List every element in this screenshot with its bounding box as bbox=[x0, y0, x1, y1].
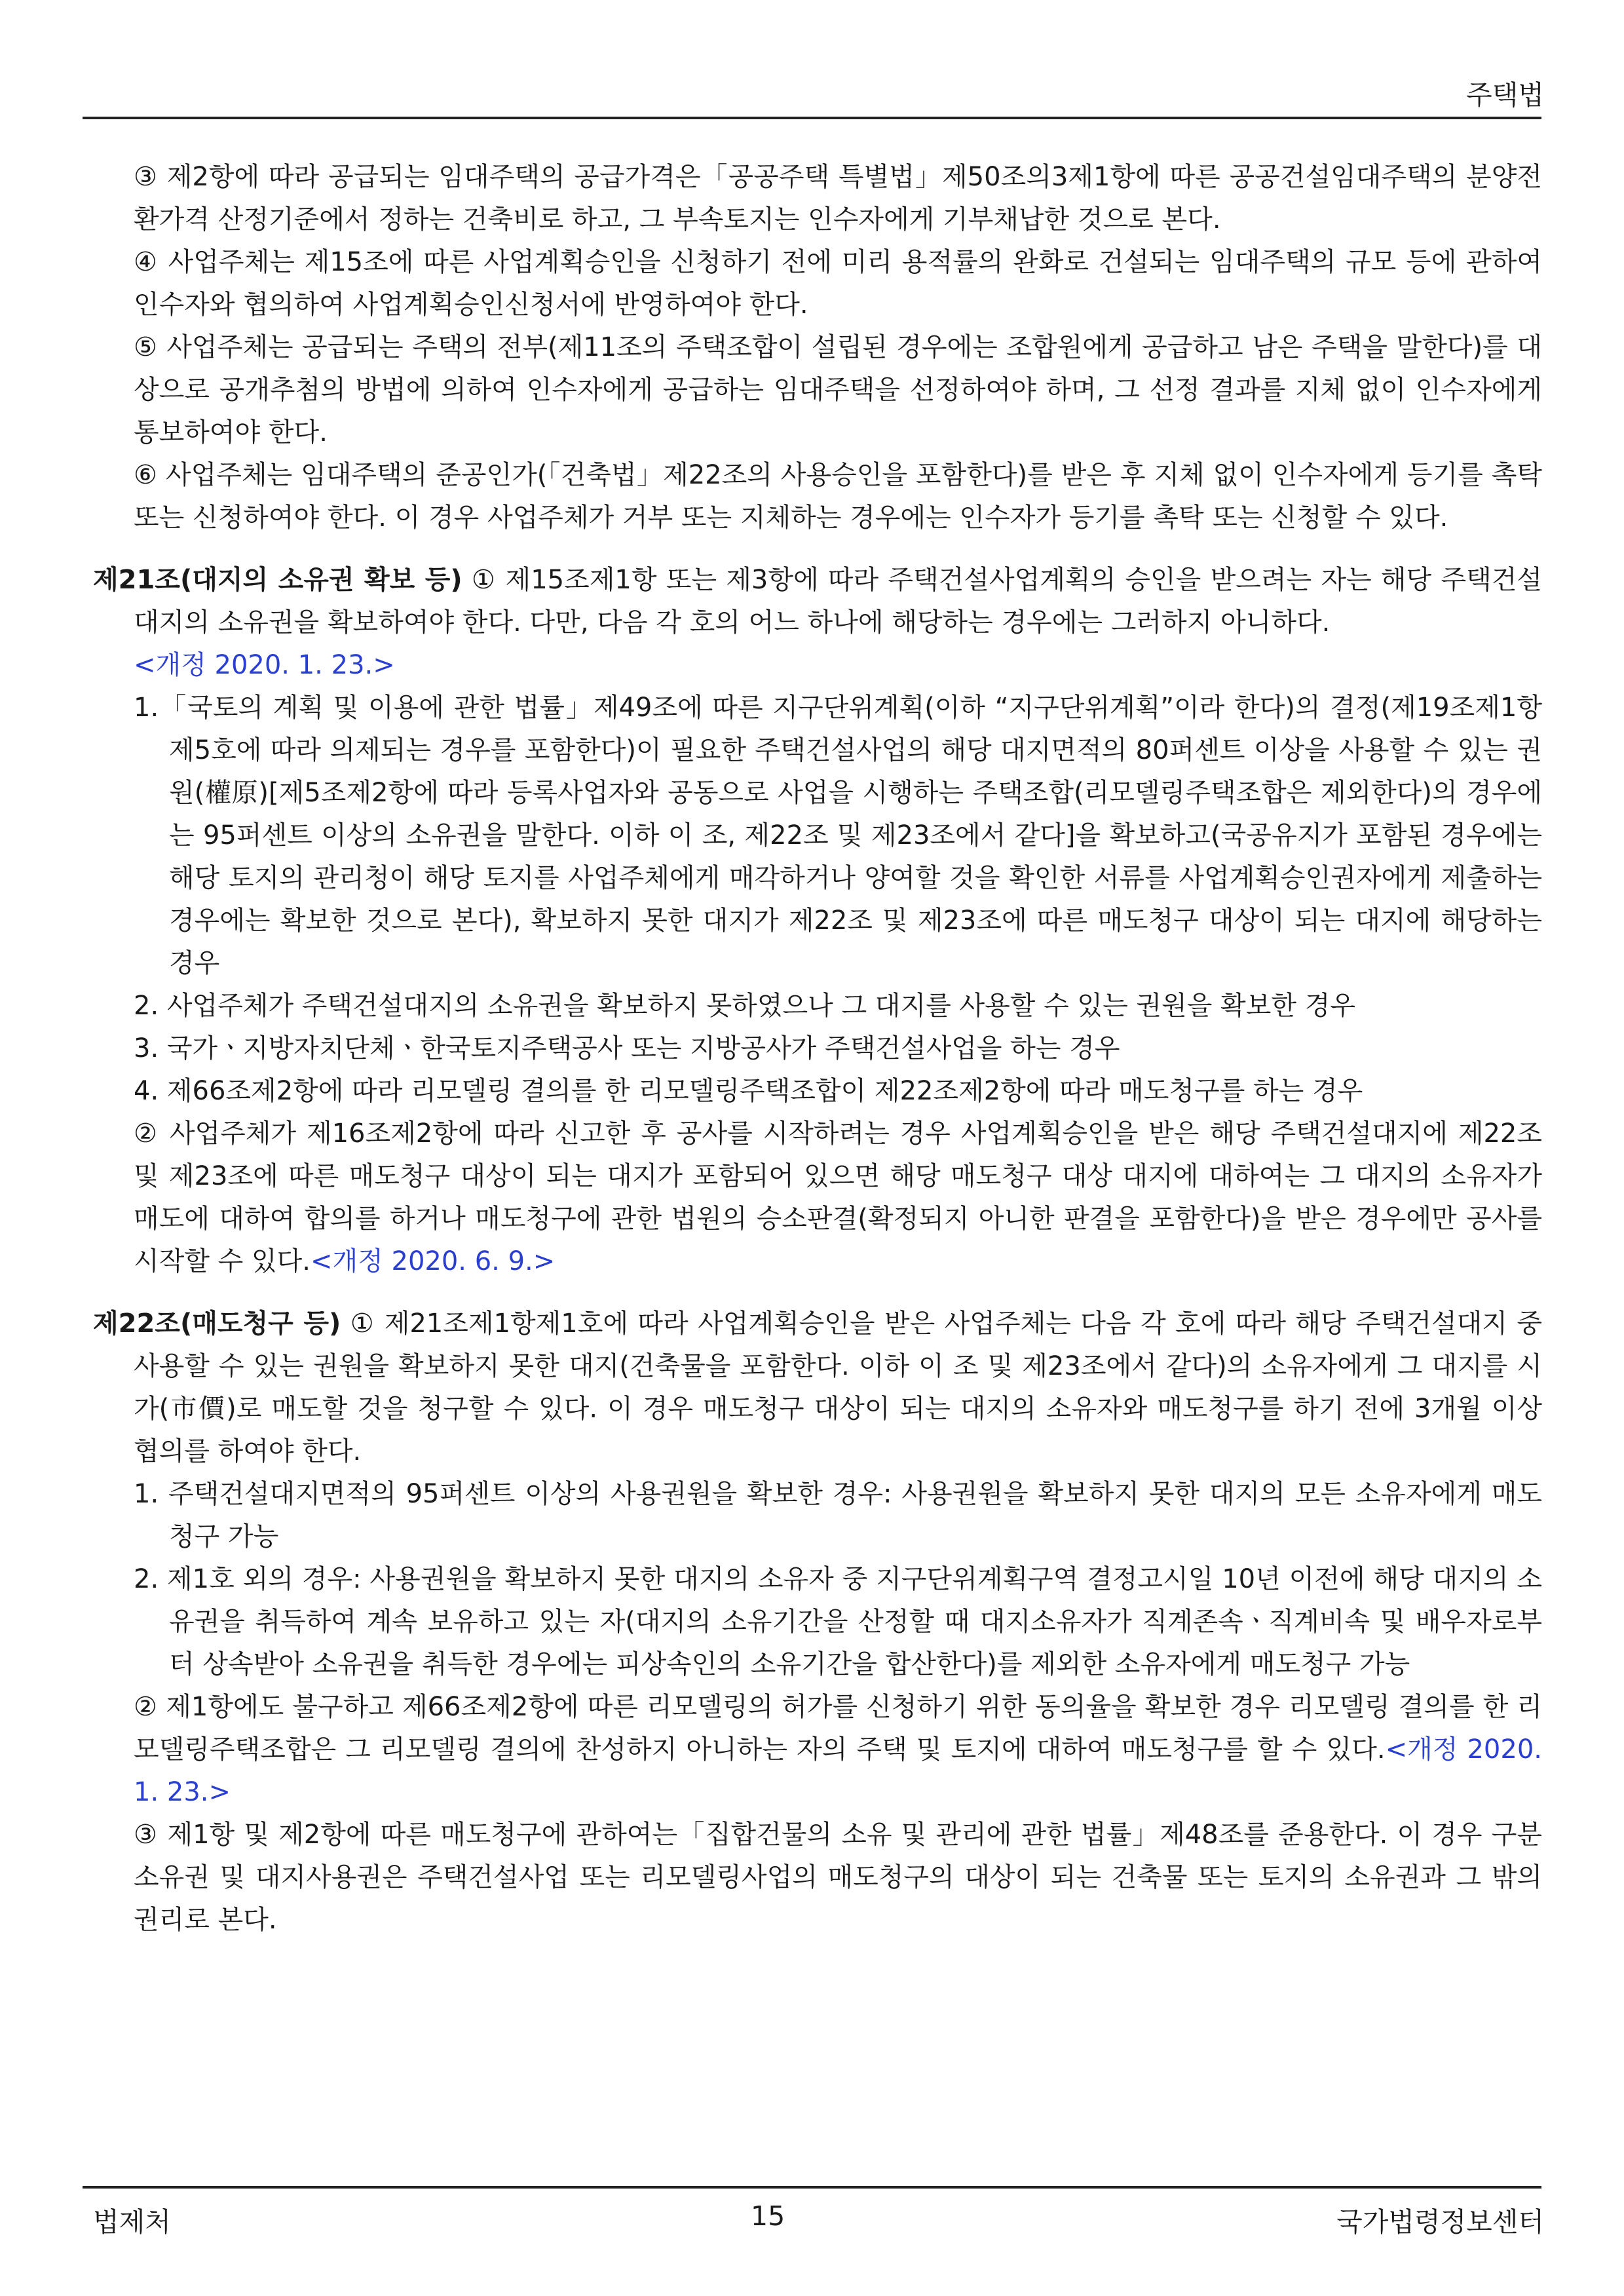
article-22-paragraph-2-text: ② 제1항에도 불구하고 제66조제2항에 따른 리모델링의 허가를 신청하기 위한 동의율을 확보한 경우 리모델링 결의를 한 리모델링주택조합은 그 리모델링 결의에 찬성하지 아니하는 자의 주택 및 토지에 대하여 매도청구를 할 수 있다. bbox=[134, 1692, 1542, 1765]
article-21-paragraph-2 bbox=[134, 1113, 1542, 1283]
article-21-body: ① 제15조제1항 또는 제3항에 따라 주택건설사업계획의 승인을 받으려는 자는 해당 주택건설대지의 소유권을 확보하여야 한다. 다만, 다음 각 호의 어느 하나에 해당하는 경우에는 그러하지 아니하다. bbox=[134, 565, 1542, 638]
amendment-link[interactable]: <개정 2020. 1. 23.> bbox=[134, 650, 395, 680]
page-number: 15 bbox=[751, 2200, 785, 2232]
header-divider bbox=[83, 117, 1541, 119]
paragraph-6: ⑥ 사업주체는 임대주택의 준공인가(「건축법」제22조의 사용승인을 포함한다)를 받은 후 지체 없이 인수자에게 등기를 촉탁 또는 신청하여야 한다. 이 경우 사업주체가 거부 또는 지체하는 경우에는 인수자가 등기를 촉탁 또는 신청할 수 있다. bbox=[134, 460, 1542, 533]
page-content bbox=[93, 156, 1542, 1942]
article-21-item-1: 1.「국토의 계획 및 이용에 관한 법률」제49조에 따른 지구단위계획(이하 “지구단위계획”이라 한다)의 결정(제19조제1항제5호에 따라 의제되는 경우를 포함한다)이 필요한 주택건설사업의 해당 대지면적의 80퍼센트 이상을 사용할 수 있는 권원(權原)[제5조제2항에 따라 등록사업자와 공동으로 사업을 시행하는 주택조합(리모델링주택조합은 제외한다)의 경우에는 95퍼센트 이상의 소유권을 말한다. 이하 이 조, 제22조 및 제23조에서 같다]을 확보하고(국공유지가 포함된 경우에는 해당 토지의 관리청이 해당 토지를 사업주체에게 매각하거나 양여할 것을 확인한 서류를 사업계획승인권자에게 제출하는 경우에는 확보한 것으로 본다), 확보하지 못한 대지가 제22조 및 제23조에 따른 매도청구 대상이 되는 대지에 해당하는 경우 bbox=[134, 693, 1542, 978]
footer-publisher: 법제처 bbox=[93, 2206, 171, 2238]
article-22-paragraph-3: ③ 제1항 및 제2항에 따른 매도청구에 관하여는「집합건물의 소유 및 관리에 관한 법률」제48조를 준용한다. 이 경우 구분소유권 및 대지사용권은 주택건설사업 또는 리모델링사업의 매도청구의 대상이 되는 건축물 또는 토지의 소유권과 그 밖의 권리로 본다. bbox=[134, 1820, 1542, 1935]
article-22-item-1: 1. 주택건설대지면적의 95퍼센트 이상의 사용권원을 확보한 경우: 사용권원을 확보하지 못한 대지의 모든 소유자에게 매도청구 가능 bbox=[134, 1479, 1542, 1552]
paragraph-4: ④ 사업주체는 제15조에 따른 사업계획승인을 신청하기 전에 미리 용적률의 완화로 건설되는 임대주택의 규모 등에 관하여 인수자와 협의하여 사업계획승인신청서에 반영하여야 한다. bbox=[134, 247, 1542, 320]
footer-source: 국가법령정보센터 bbox=[1336, 2206, 1544, 2238]
article-21-item-3: 3. 국가ㆍ지방자치단체ㆍ한국토지주택공사 또는 지방공사가 주택건설사업을 하는 경우 bbox=[134, 1033, 1120, 1063]
amendment-link[interactable]: <개정 2020. 1. 23.> bbox=[134, 1734, 1542, 1807]
article-22 bbox=[93, 1303, 1542, 1473]
article-21-item-2: 2. 사업주체가 주택건설대지의 소유권을 확보하지 못하였으나 그 대지를 사용할 수 있는 권원을 확보한 경우 bbox=[134, 991, 1355, 1021]
article-21-paragraph-2-text: ② 사업주체가 제16조제2항에 따라 신고한 후 공사를 시작하려는 경우 사업계획승인을 받은 해당 주택건설대지에 제22조 및 제23조에 따른 매도청구 대상이 되는 대지가 포함되어 있으면 해당 매도청구 대상 대지에 대하여는 그 대지의 소유자가 매도에 대하여 합의를 하거나 매도청구에 관한 법원의 승소판결(확정되지 아니한 판결을 포함한다)을 받은 경우에만 공사를 시작할 수 있다. bbox=[134, 1119, 1542, 1276]
article-21 bbox=[93, 559, 1542, 687]
header-title: 주택법 bbox=[1466, 79, 1544, 111]
article-22-paragraph-2 bbox=[134, 1686, 1542, 1814]
article-21-title: 제21조(대지의 소유권 확보 등) bbox=[93, 565, 463, 595]
article-22-item-2: 2. 제1호 외의 경우: 사용권원을 확보하지 못한 대지의 소유자 중 지구단위계획구역 결정고시일 10년 이전에 해당 대지의 소유권을 취득하여 계속 보유하고 있는 자(대지의 소유기간을 산정할 때 대지소유자가 직계존속ㆍ직계비속 및 배우자로부터 상속받아 소유권을 취득한 경우에는 피상속인의 소유기간을 합산한다)를 제외한 소유자에게 매도청구 가능 bbox=[134, 1564, 1542, 1679]
paragraph-3: ③ 제2항에 따라 공급되는 임대주택의 공급가격은「공공주택 특별법」제50조의3제1항에 따른 공공건설임대주택의 분양전환가격 산정기준에서 정하는 건축비로 하고, 그 부속토지는 인수자에게 기부채납한 것으로 본다. bbox=[134, 162, 1542, 235]
footer-divider bbox=[83, 2186, 1541, 2189]
paragraph-5: ⑤ 사업주체는 공급되는 주택의 전부(제11조의 주택조합이 설립된 경우에는 조합원에게 공급하고 남은 주택을 말한다)를 대상으로 공개추첨의 방법에 의하여 인수자에게 공급하는 임대주택을 선정하여야 하며, 그 선정 결과를 지체 없이 인수자에게 통보하여야 한다. bbox=[134, 332, 1542, 448]
article-22-title: 제22조(매도청구 등) bbox=[93, 1309, 341, 1339]
article-21-item-4: 4. 제66조제2항에 따라 리모델링 결의를 한 리모델링주택조합이 제22조제2항에 따라 매도청구를 하는 경우 bbox=[134, 1076, 1363, 1106]
article-22-body: ① 제21조제1항제1호에 따라 사업계획승인을 받은 사업주체는 다음 각 호에 따라 해당 주택건설대지 중 사용할 수 있는 권원을 확보하지 못한 대지(건축물을 포함한다. 이하 이 조 및 제23조에서 같다)의 소유자에게 그 대지를 시가(市價)로 매도할 것을 청구할 수 있다. 이 경우 매도청구 대상이 되는 대지의 소유자와 매도청구를 하기 전에 3개월 이상 협의를 하여야 한다. bbox=[134, 1309, 1542, 1466]
amendment-link[interactable]: <개정 2020. 6. 9.> bbox=[310, 1246, 556, 1276]
